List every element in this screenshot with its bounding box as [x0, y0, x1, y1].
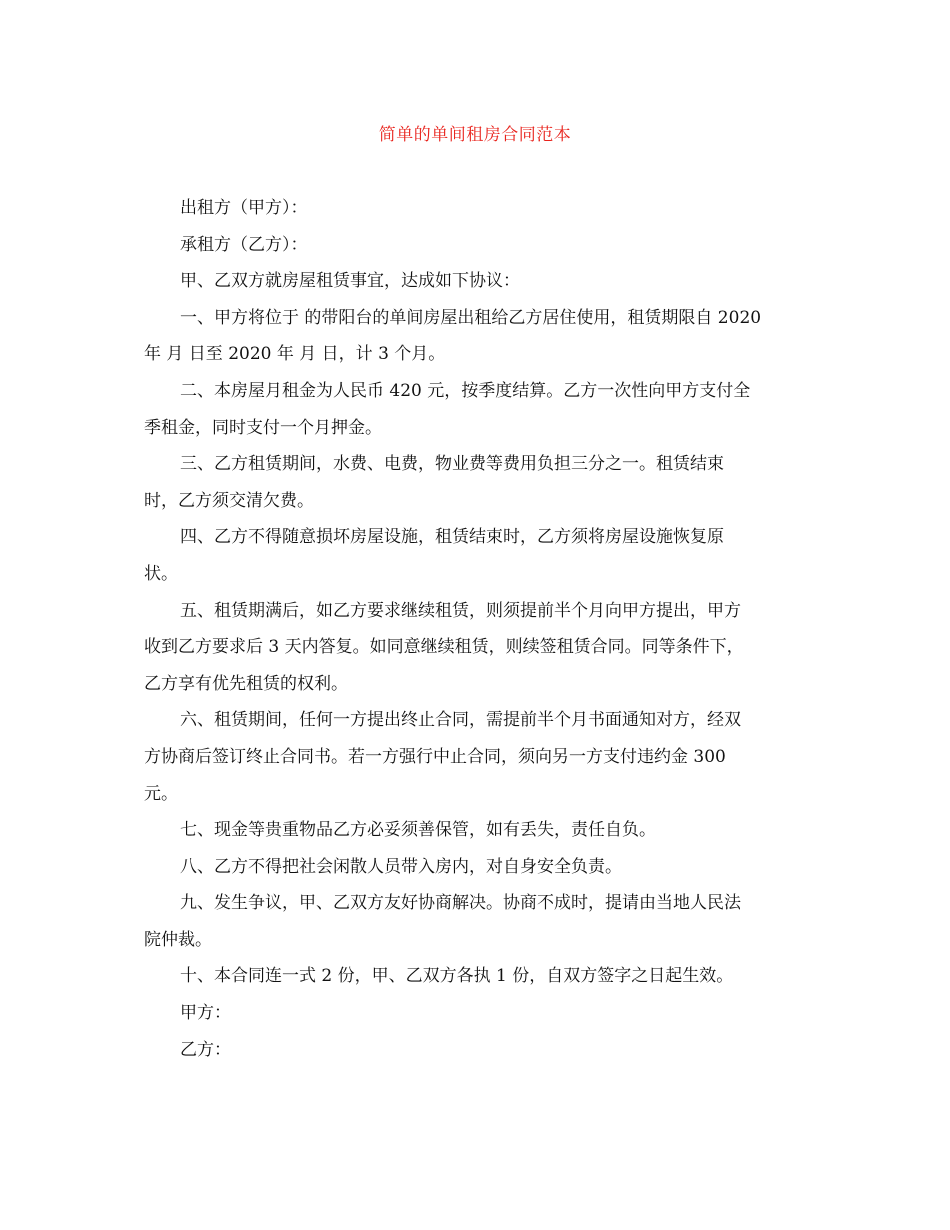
clause-2	[144, 373, 809, 446]
clause-line: 乙方享有优先租赁的权利。	[144, 673, 348, 694]
clause-line: 时，乙方须交清欠费。	[144, 490, 314, 511]
clause-line: 收到乙方要求后 3 天内答复。如同意继续租赁，则续签租赁合同。同等条件下，	[144, 637, 744, 658]
clause-line: 六、租赁期间，任何一方提出终止合同，需提前半个月书面通知对方，经双	[180, 710, 741, 731]
clause-line: 四、乙方不得随意损坏房屋设施，租赁结束时，乙方须将房屋设施恢复原	[180, 527, 724, 548]
party-b-signature-label: 乙方：	[180, 1039, 231, 1060]
party-a-signature-label: 甲方：	[180, 1003, 231, 1024]
clause-8	[144, 849, 809, 886]
clause-6	[144, 702, 809, 812]
clause-line: 元。	[144, 783, 178, 804]
clause-line: 季租金，同时支付一个月押金。	[144, 417, 382, 438]
clause-line: 三、乙方租赁期间，水费、电费，物业费等费用负担三分之一。租赁结束	[180, 454, 724, 475]
clause-5	[144, 593, 809, 703]
clause-line: 九、发生争议，甲、乙双方友好协商解决。协商不成时，提请由当地人民法	[180, 893, 741, 914]
clause-line: 年 月 日至 2020 年 月 日，计 3 个月。	[144, 344, 446, 365]
clause-line: 十、本合同连一式 2 份，甲、乙双方各执 1 份，自双方签字之日起生效。	[180, 966, 734, 987]
clause-4	[144, 519, 809, 592]
clause-9	[144, 885, 809, 958]
clause-line: 八、乙方不得把社会闲散人员带入房内，对自身安全负责。	[180, 856, 622, 877]
clause-10	[144, 958, 809, 995]
clause-line: 二、本房屋月租金为人民币 420 元，按季度结算。乙方一次性向甲方支付全	[180, 380, 751, 401]
lessee-label: 承租方（乙方）：	[180, 234, 308, 255]
clause-3	[144, 446, 809, 519]
clause-1	[144, 300, 809, 373]
clause-line: 方协商后签订终止合同书。若一方强行中止合同，须向另一方支付违约金 300	[144, 746, 726, 767]
clause-line: 五、租赁期满后，如乙方要求继续租赁，则须提前半个月向甲方提出，甲方	[180, 600, 741, 621]
agreement-intro: 甲、乙双方就房屋租赁事宜，达成如下协议：	[180, 271, 520, 292]
contract-body	[144, 190, 809, 1068]
clause-line: 七、现金等贵重物品乙方必妥须善保管，如有丢失，责任自负。	[180, 820, 656, 841]
lessor-label: 出租方（甲方）：	[180, 198, 308, 218]
clause-7	[144, 812, 809, 849]
clause-line: 状。	[144, 563, 178, 584]
document-title: 简单的单间租房合同范本	[378, 125, 572, 145]
clause-line: 一、甲方将位于 的带阳台的单间房屋出租给乙方居住使用，租赁期限自 2020	[180, 307, 762, 328]
clause-line: 院仲裁。	[144, 929, 212, 950]
